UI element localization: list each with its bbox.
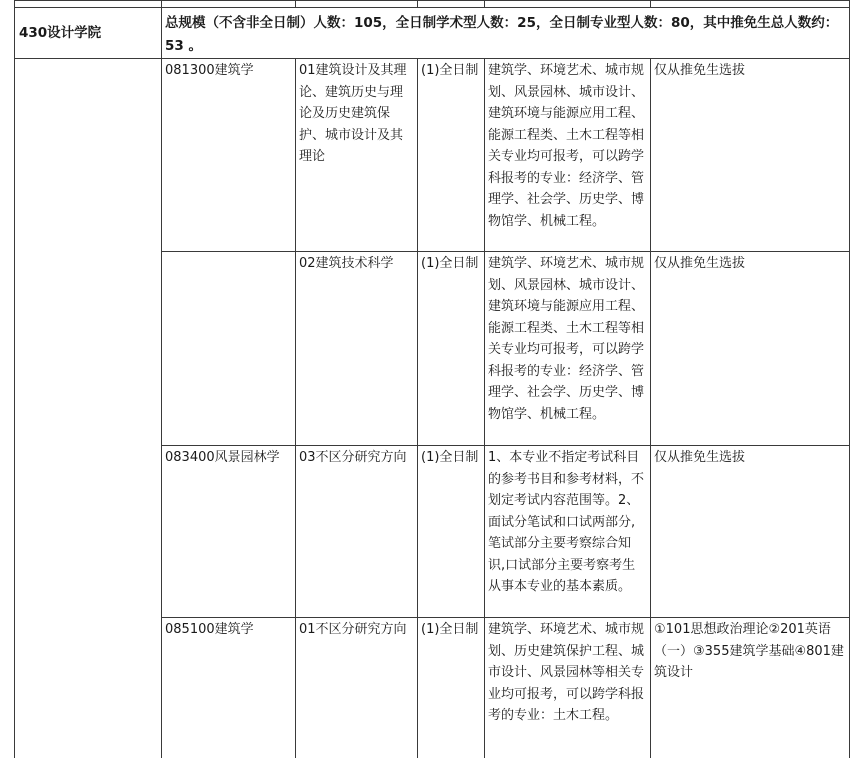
exam-cell: 仅从推免生选拔 xyxy=(651,59,850,252)
college-summary: 总规模（不含非全日制）人数：105，全日制学术型人数：25，全日制专业型人数：80，其中推免生总人数约：53 。 xyxy=(162,8,850,59)
requirement-cell: 建筑学、环境艺术、城市规划、风景园林、城市设计、建筑环境与能源应用工程、能源工程类、土木工程等相关专业均可报考，可以跨学科报考的专业：经济学、管理学、社会学、历史学、博物馆学、机械工程。 xyxy=(485,59,651,252)
major-cell: 085100建筑学 xyxy=(162,618,296,758)
study-mode-cell: (1)全日制 xyxy=(418,252,485,446)
requirement-cell: 1、本专业不指定考试科目的参考书目和参考材料，不划定考试内容范围等。2、面试分笔试和口试两部分,笔试部分主要考察综合知识,口试部分主要考察考生从事本专业的基本素质。 xyxy=(485,446,651,618)
cut-cell xyxy=(15,1,162,8)
table-row xyxy=(15,618,850,758)
cut-cell xyxy=(651,1,850,8)
major-cell xyxy=(162,252,296,446)
college-name: 430设计学院 xyxy=(15,8,162,59)
cut-cell xyxy=(485,1,651,8)
study-mode-cell: (1)全日制 xyxy=(418,59,485,252)
cut-cell xyxy=(296,1,418,8)
college-blank-cell xyxy=(15,618,162,758)
exam-cell: ①101思想政治理论②201英语（一）③355建筑学基础④801建筑设计 xyxy=(651,618,850,758)
table-row xyxy=(15,59,850,252)
study-mode-cell: (1)全日制 xyxy=(418,618,485,758)
cut-cell xyxy=(418,1,485,8)
college-blank-cell xyxy=(15,446,162,618)
admissions-table xyxy=(14,0,850,758)
college-header-row xyxy=(15,8,850,59)
major-cell: 083400风景园林学 xyxy=(162,446,296,618)
top-cut-row xyxy=(15,1,850,8)
direction-cell: 01不区分研究方向 xyxy=(296,618,418,758)
exam-cell: 仅从推免生选拔 xyxy=(651,446,850,618)
study-mode-cell: (1)全日制 xyxy=(418,446,485,618)
direction-cell: 01建筑设计及其理论、建筑历史与理论及历史建筑保护、城市设计及其理论 xyxy=(296,59,418,252)
requirement-cell: 建筑学、环境艺术、城市规划、历史建筑保护工程、城市设计、风景园林等相关专业均可报考，可以跨学科报考的专业：土木工程。 xyxy=(485,618,651,758)
exam-cell: 仅从推免生选拔 xyxy=(651,252,850,446)
major-cell: 081300建筑学 xyxy=(162,59,296,252)
table-row xyxy=(15,446,850,618)
cut-cell xyxy=(162,1,296,8)
college-blank-cell xyxy=(15,59,162,446)
requirement-cell: 建筑学、环境艺术、城市规划、风景园林、城市设计、建筑环境与能源应用工程、能源工程类、土木工程等相关专业均可报考，可以跨学科报考的专业：经济学、管理学、社会学、历史学、博物馆学、机械工程。 xyxy=(485,252,651,446)
direction-cell: 03不区分研究方向 xyxy=(296,446,418,618)
direction-cell: 02建筑技术科学 xyxy=(296,252,418,446)
